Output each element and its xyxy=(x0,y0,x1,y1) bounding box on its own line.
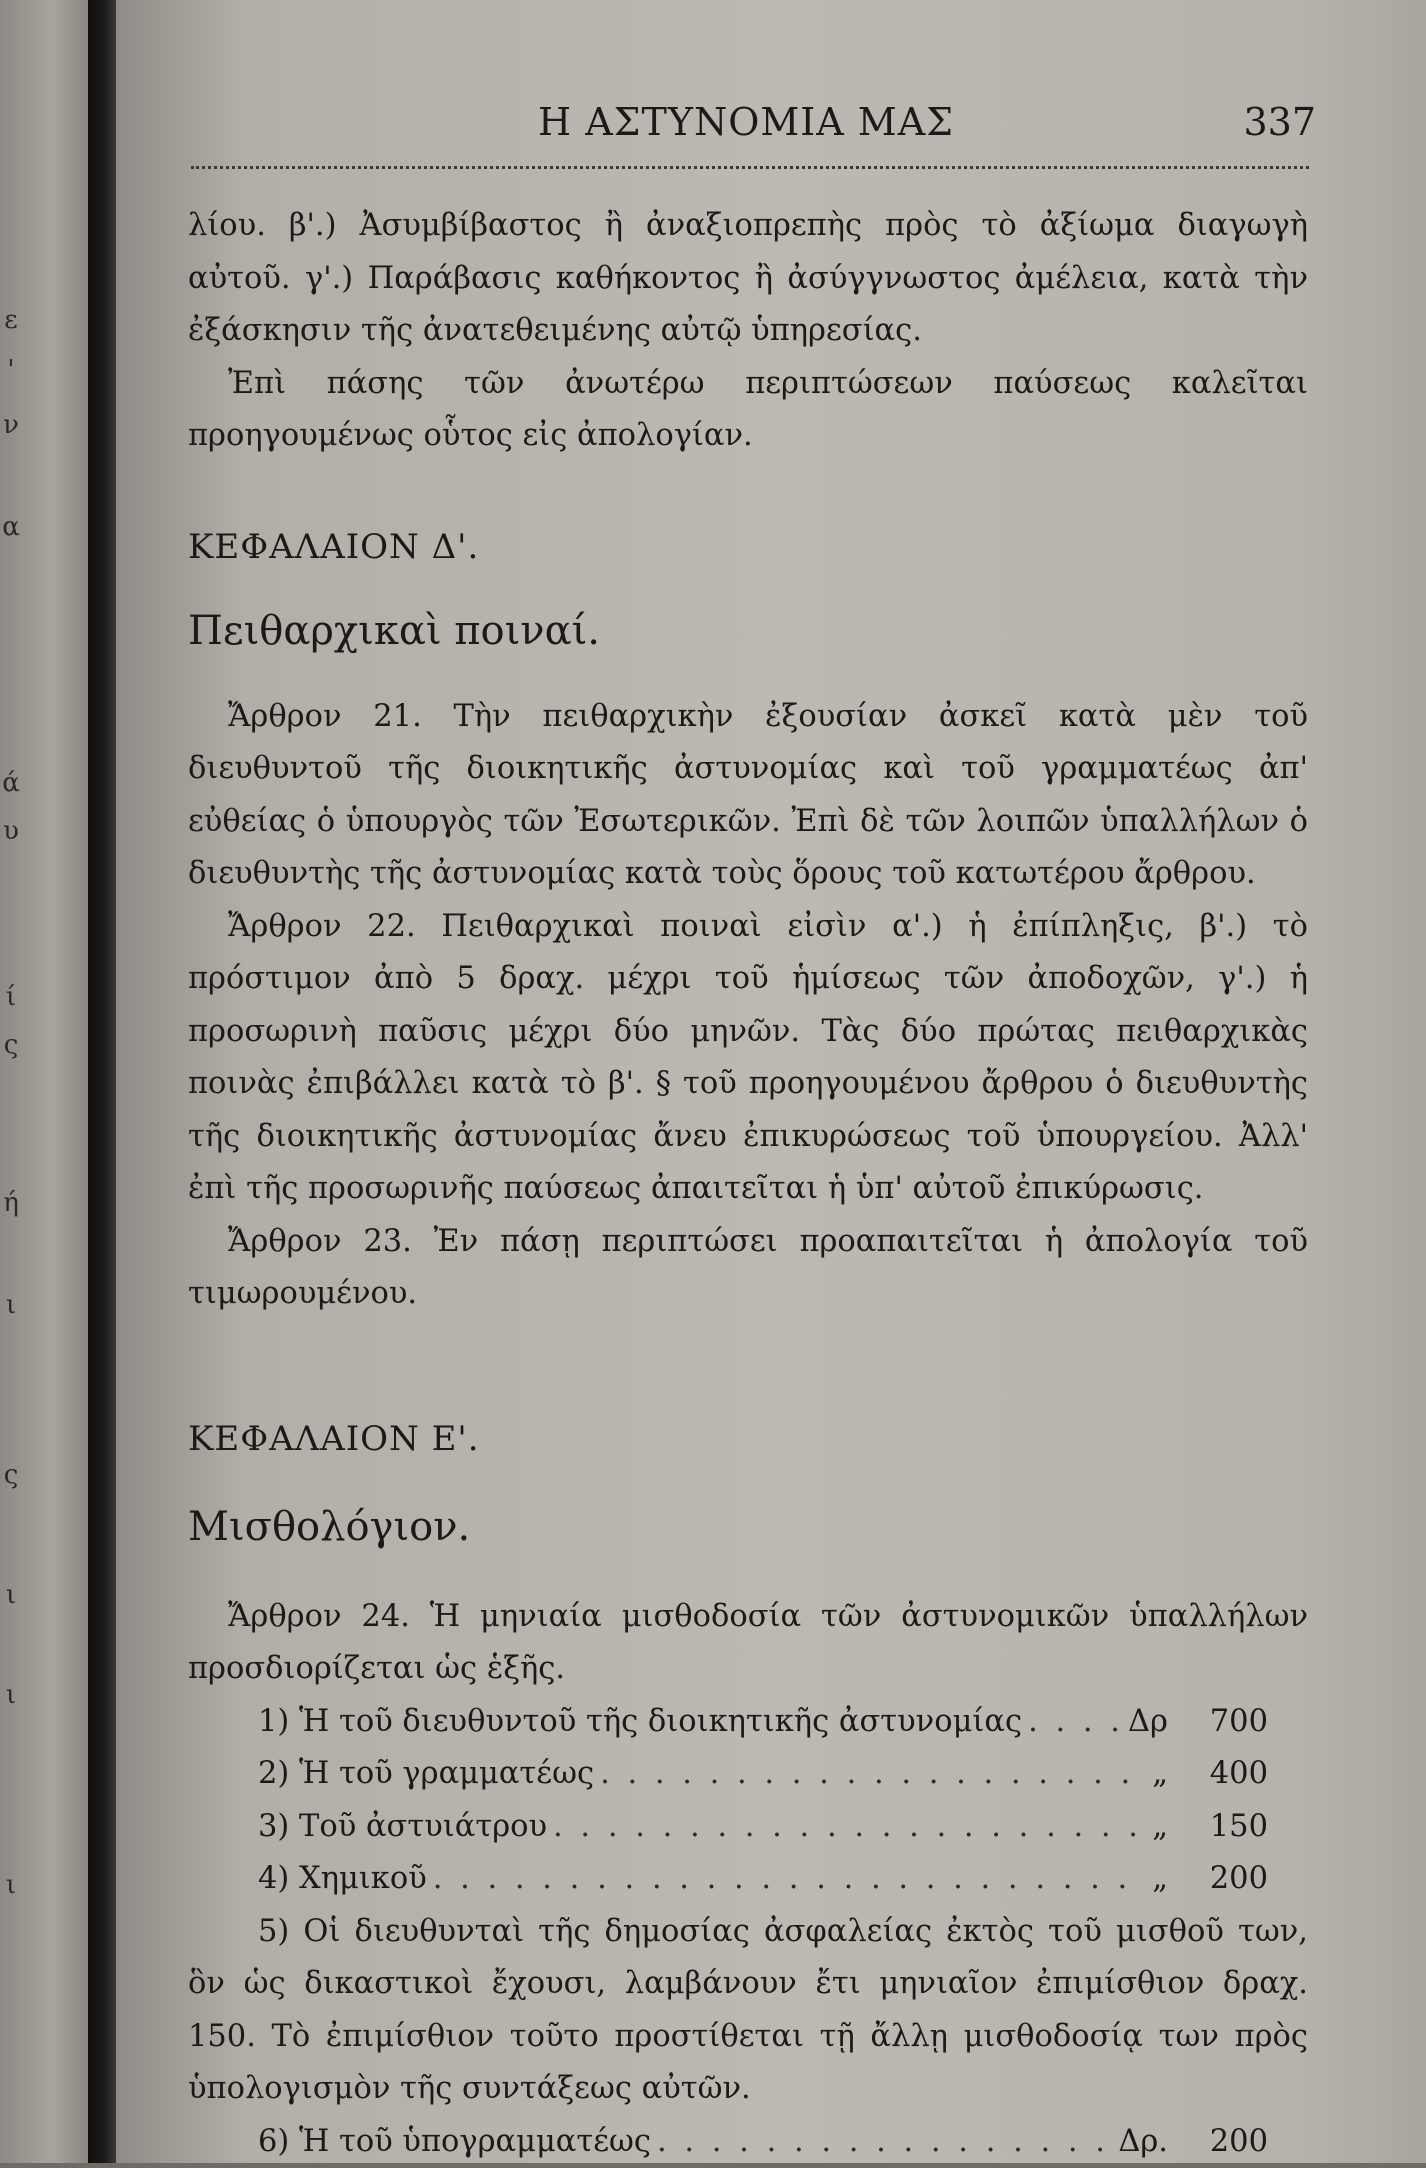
leader-dots xyxy=(600,1748,1146,1801)
margin-fragment: ι xyxy=(2,1680,20,1710)
margin-fragment: ν xyxy=(2,410,20,440)
running-title: Η ΑΣΤΥΝΟΜΙΑ ΜΑΣ xyxy=(186,100,1306,144)
article-paragraph: Ἄρθρον 21. Τὴν πειθαρχικὴν ἐξουσίαν ἀσκεῖ κατὰ μὲν τοῦ διευθυντοῦ τῆς διοικητικῆς ἀστυνομίας καὶ τοῦ γραμματέως ἀπ' εὐθείας ὁ ὑπουργὸς τῶν Ἐσωτερικῶν. Ἐπὶ δὲ τῶν λοιπῶν ὑπαλλήλων ὁ διευθυντὴς τῆς ἀστυνομίας κατὰ τοὺς ὅρους τοῦ κατωτέρου ἄρθρου. xyxy=(188,691,1308,901)
salary-label: 2) Ἡ τοῦ γραμματέως xyxy=(258,1748,594,1801)
margin-fragment: ε xyxy=(2,305,20,335)
salary-currency: Δρ xyxy=(1128,1696,1168,1749)
chapter-heading: ΚΕΦΑΛΑΙΟΝ Δ'. xyxy=(188,521,1308,573)
salary-item xyxy=(188,1801,1308,1854)
chapter-heading: ΚΕΦΑΛΑΙΟΝ Ε'. xyxy=(188,1413,1308,1465)
paragraph: λίου. β'.) Ἀσυμβίβαστος ἢ ἀναξιοπρεπὴς πρὸς τὸ ἀξίωμα διαγωγὴ αὐτοῦ. γ'.) Παράβασις καθήκοντος ἢ ἀσύγγνωστος ἀμέλεια, κατὰ τὴν ἐξάσκησιν τῆς ἀνατεθειμένης αὐτῷ ὑπηρεσίας. xyxy=(188,200,1308,358)
salary-amount: 150 xyxy=(1198,1801,1268,1854)
article-paragraph: Ἄρθρον 22. Πειθαρχικαὶ ποιναὶ εἰσὶν α'.) ἡ ἐπίπληξις, β'.) τὸ πρόστιμον ἀπὸ 5 δραχ. μέχρι τοῦ ἡμίσεως τῶν ἀποδοχῶν, γ'.) ἡ προσωρινὴ παῦσις μέχρι δύο μηνῶν. Τὰς δύο πρώτας πειθαρχικὰς ποινὰς ἐπιβάλλει κατὰ τὸ β'. § τοῦ προηγουμένου ἄρθρου ὁ διευθυντὴς τῆς διοικητικῆς ἀστυνομίας ἄνευ ἐπικυρώσεως τοῦ ὑπουργείου. Ἀλλ' ἐπὶ τῆς προσωρινῆς παύσεως ἀπαιτεῖται ἡ ὑπ' αὐτοῦ ἐπικύρωσις. xyxy=(188,901,1308,1216)
margin-fragment: ς xyxy=(2,1460,20,1490)
salary-currency: „ xyxy=(1152,1748,1168,1801)
chapter-subtitle: Μισθολόγιον. xyxy=(188,1497,1308,1557)
page-number: 337 xyxy=(1243,100,1316,144)
margin-fragment: ' xyxy=(2,355,20,385)
paragraph: Ἐπὶ πάσης τῶν ἀνωτέρω περιπτώσεων παύσεως καλεῖται προηγουμένως οὗτος εἰς ἀπολογίαν. xyxy=(188,358,1308,463)
page-body xyxy=(188,200,1308,2168)
margin-fragment: ς xyxy=(2,1030,20,1060)
salary-label: 3) Τοῦ ἀστυιάτρου xyxy=(258,1801,547,1854)
book-page xyxy=(116,0,1426,2163)
salary-item xyxy=(188,2116,1308,2168)
salary-currency: „ xyxy=(1152,1853,1168,1906)
leader-dots xyxy=(1028,1696,1122,1749)
salary-amount: 200 xyxy=(1198,2116,1268,2168)
leader-dots xyxy=(553,1801,1146,1854)
salary-amount: 400 xyxy=(1198,1748,1268,1801)
item-paragraph: 5) Οἱ διευθυνταὶ τῆς δημοσίας ἀσφαλείας ἐκτὸς τοῦ μισθοῦ των, ὃν ὡς δικαστικοὶ ἔχουσι, λαμβάνουν ἔτι μηνιαῖον ἐπιμίσθιον δραχ. 150. Τὸ ἐπιμίσθιον τοῦτο προστίθεται τῇ ἄλλῃ μισθοδοσίᾳ των πρὸς ὑπολογισμὸν τῆς συντάξεως αὐτῶν. xyxy=(188,1906,1308,2116)
margin-fragment: υ xyxy=(2,816,20,846)
salary-amount: 200 xyxy=(1198,1853,1268,1906)
margin-fragment: ι xyxy=(2,1870,20,1900)
salary-item xyxy=(188,1853,1308,1906)
salary-label: 6) Ἡ τοῦ ὑπογραμματέως xyxy=(258,2116,651,2168)
salary-currency: Δρ. xyxy=(1118,2116,1168,2168)
header-rule xyxy=(191,166,1309,169)
salary-label: 1) Ἡ τοῦ διευθυντοῦ τῆς διοικητικῆς ἀστυνομίας xyxy=(258,1696,1022,1749)
salary-item xyxy=(188,1696,1308,1749)
book-spine-shadow xyxy=(88,0,116,2163)
margin-fragment: α xyxy=(2,512,20,542)
margin-fragment: ή xyxy=(2,1188,20,1218)
running-header xyxy=(186,100,1306,160)
article-paragraph: Ἄρθρον 23. Ἐν πάσῃ περιπτώσει προαπαιτεῖται ἡ ἀπολογία τοῦ τιμωρουμένου. xyxy=(188,1216,1308,1321)
salary-amount: 700 xyxy=(1198,1696,1268,1749)
salary-label: 4) Χημικοῦ xyxy=(258,1853,427,1906)
margin-fragment: ι xyxy=(2,1290,20,1320)
margin-fragment: ι xyxy=(2,1580,20,1610)
leader-dots xyxy=(657,2116,1112,2168)
salary-item xyxy=(188,1748,1308,1801)
article-paragraph: Ἄρθρον 24. Ἡ μηνιαία μισθοδοσία τῶν ἀστυνομικῶν ὑπαλλήλων προσδιορίζεται ὡς ἑξῆς. xyxy=(188,1591,1308,1696)
salary-currency: „ xyxy=(1152,1801,1168,1854)
leader-dots xyxy=(433,1853,1146,1906)
chapter-subtitle: Πειθαρχικαὶ ποιναί. xyxy=(188,601,1308,661)
facing-page-edge xyxy=(0,0,88,2163)
margin-fragment: ά xyxy=(2,768,20,798)
margin-fragment: ί xyxy=(2,982,20,1012)
